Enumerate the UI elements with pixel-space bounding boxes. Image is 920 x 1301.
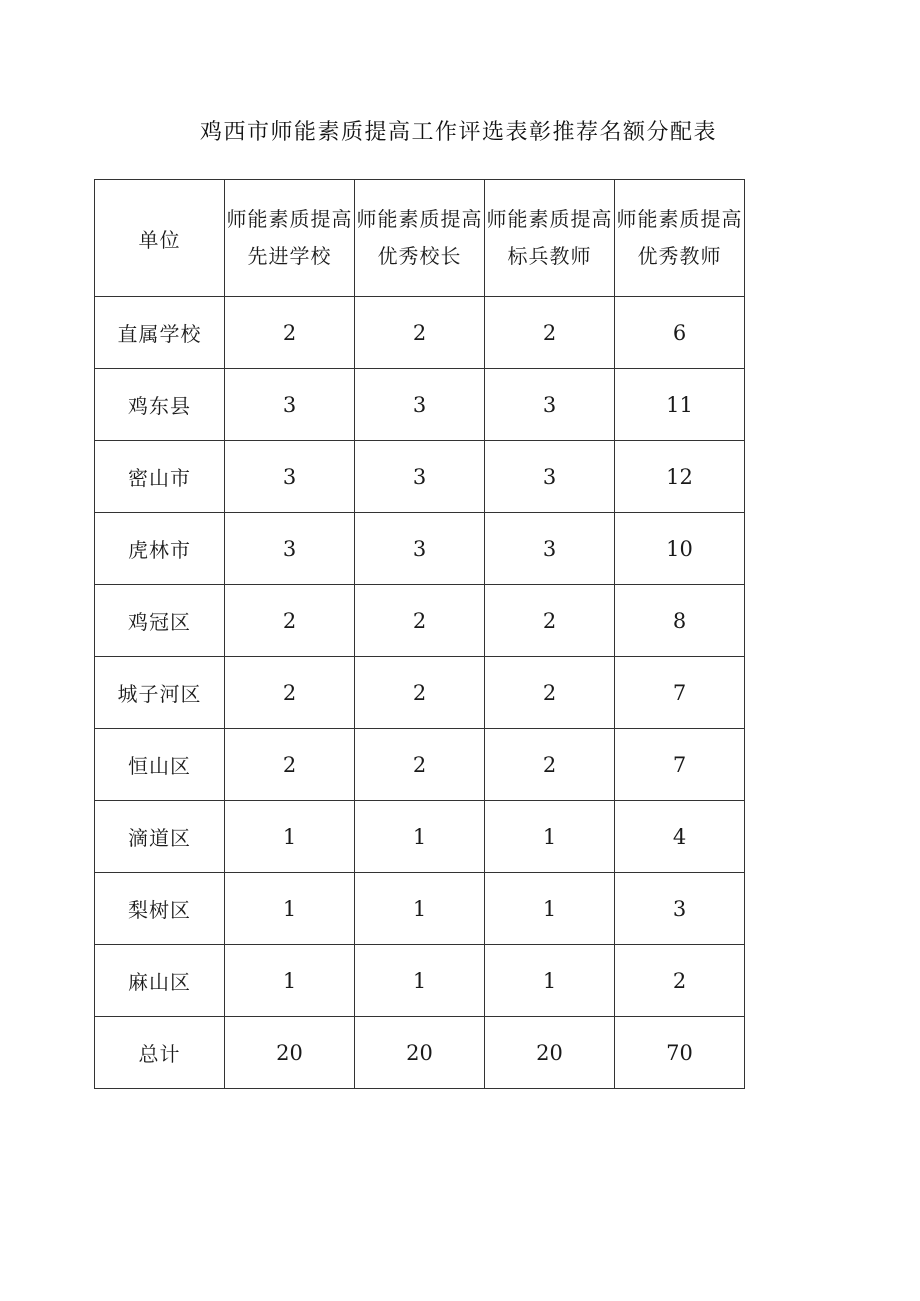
quota-cell-model-teacher: 3 <box>485 369 615 441</box>
quota-cell-excellent-teacher: 11 <box>615 369 745 441</box>
quota-cell-excellent-teacher: 2 <box>615 945 745 1017</box>
quota-cell-advanced-school: 3 <box>225 513 355 585</box>
quota-cell-model-teacher: 1 <box>485 801 615 873</box>
quota-cell-excellent-teacher: 12 <box>615 441 745 513</box>
quota-cell-model-teacher: 20 <box>485 1017 615 1089</box>
quota-cell-excellent-principal: 3 <box>355 369 485 441</box>
quota-cell-model-teacher: 3 <box>485 513 615 585</box>
quota-cell-model-teacher: 2 <box>485 585 615 657</box>
unit-name-cell: 城子河区 <box>95 657 225 729</box>
quota-cell-excellent-teacher: 6 <box>615 297 745 369</box>
quota-cell-excellent-principal: 2 <box>355 729 485 801</box>
quota-cell-model-teacher: 2 <box>485 729 615 801</box>
quota-cell-excellent-teacher: 10 <box>615 513 745 585</box>
table-row <box>95 873 745 945</box>
unit-name-cell: 鸡冠区 <box>95 585 225 657</box>
quota-cell-excellent-principal: 1 <box>355 801 485 873</box>
quota-cell-model-teacher: 1 <box>485 945 615 1017</box>
quota-cell-advanced-school: 2 <box>225 585 355 657</box>
table-row <box>95 801 745 873</box>
quota-cell-advanced-school: 2 <box>225 729 355 801</box>
table-row <box>95 441 745 513</box>
quota-cell-excellent-principal: 2 <box>355 297 485 369</box>
quota-cell-advanced-school: 3 <box>225 369 355 441</box>
quota-cell-excellent-principal: 3 <box>355 441 485 513</box>
column-header-model-teacher: 师能素质提高标兵教师 <box>485 180 615 297</box>
table-header-row <box>95 180 745 297</box>
quota-cell-excellent-principal: 1 <box>355 945 485 1017</box>
quota-cell-advanced-school: 2 <box>225 657 355 729</box>
quota-cell-advanced-school: 1 <box>225 801 355 873</box>
unit-name-cell: 密山市 <box>95 441 225 513</box>
quota-cell-excellent-teacher: 8 <box>615 585 745 657</box>
quota-cell-excellent-teacher: 7 <box>615 657 745 729</box>
quota-cell-excellent-principal: 1 <box>355 873 485 945</box>
quota-cell-excellent-principal: 20 <box>355 1017 485 1089</box>
quota-cell-excellent-principal: 3 <box>355 513 485 585</box>
quota-cell-excellent-principal: 2 <box>355 657 485 729</box>
quota-cell-excellent-teacher: 4 <box>615 801 745 873</box>
unit-name-cell: 虎林市 <box>95 513 225 585</box>
quota-cell-advanced-school: 1 <box>225 873 355 945</box>
quota-cell-model-teacher: 2 <box>485 297 615 369</box>
unit-name-cell: 梨树区 <box>95 873 225 945</box>
unit-name-cell: 恒山区 <box>95 729 225 801</box>
unit-name-cell: 滴道区 <box>95 801 225 873</box>
column-header-excellent-teacher: 师能素质提高优秀教师 <box>615 180 745 297</box>
document-title: 鸡西市师能素质提高工作评选表彰推荐名额分配表 <box>200 120 718 145</box>
total-row <box>95 1017 745 1089</box>
quota-cell-advanced-school: 3 <box>225 441 355 513</box>
quota-cell-model-teacher: 2 <box>485 657 615 729</box>
column-header-advanced-school: 师能素质提高先进学校 <box>225 180 355 297</box>
quota-cell-excellent-teacher: 70 <box>615 1017 745 1089</box>
column-header-excellent-principal: 师能素质提高优秀校长 <box>355 180 485 297</box>
table-row <box>95 585 745 657</box>
quota-cell-excellent-teacher: 7 <box>615 729 745 801</box>
unit-name-cell: 直属学校 <box>95 297 225 369</box>
unit-name-cell: 鸡东县 <box>95 369 225 441</box>
table-row <box>95 369 745 441</box>
quota-cell-advanced-school: 20 <box>225 1017 355 1089</box>
table-row <box>95 729 745 801</box>
table-row <box>95 657 745 729</box>
quota-cell-model-teacher: 1 <box>485 873 615 945</box>
quota-allocation-table <box>94 179 745 1089</box>
quota-cell-excellent-principal: 2 <box>355 585 485 657</box>
table-row <box>95 297 745 369</box>
table-row <box>95 513 745 585</box>
unit-name-cell: 总计 <box>95 1017 225 1089</box>
quota-cell-advanced-school: 1 <box>225 945 355 1017</box>
table-row <box>95 945 745 1017</box>
unit-column-header: 单位 <box>95 180 225 297</box>
unit-name-cell: 麻山区 <box>95 945 225 1017</box>
quota-cell-excellent-teacher: 3 <box>615 873 745 945</box>
quota-cell-model-teacher: 3 <box>485 441 615 513</box>
quota-cell-advanced-school: 2 <box>225 297 355 369</box>
